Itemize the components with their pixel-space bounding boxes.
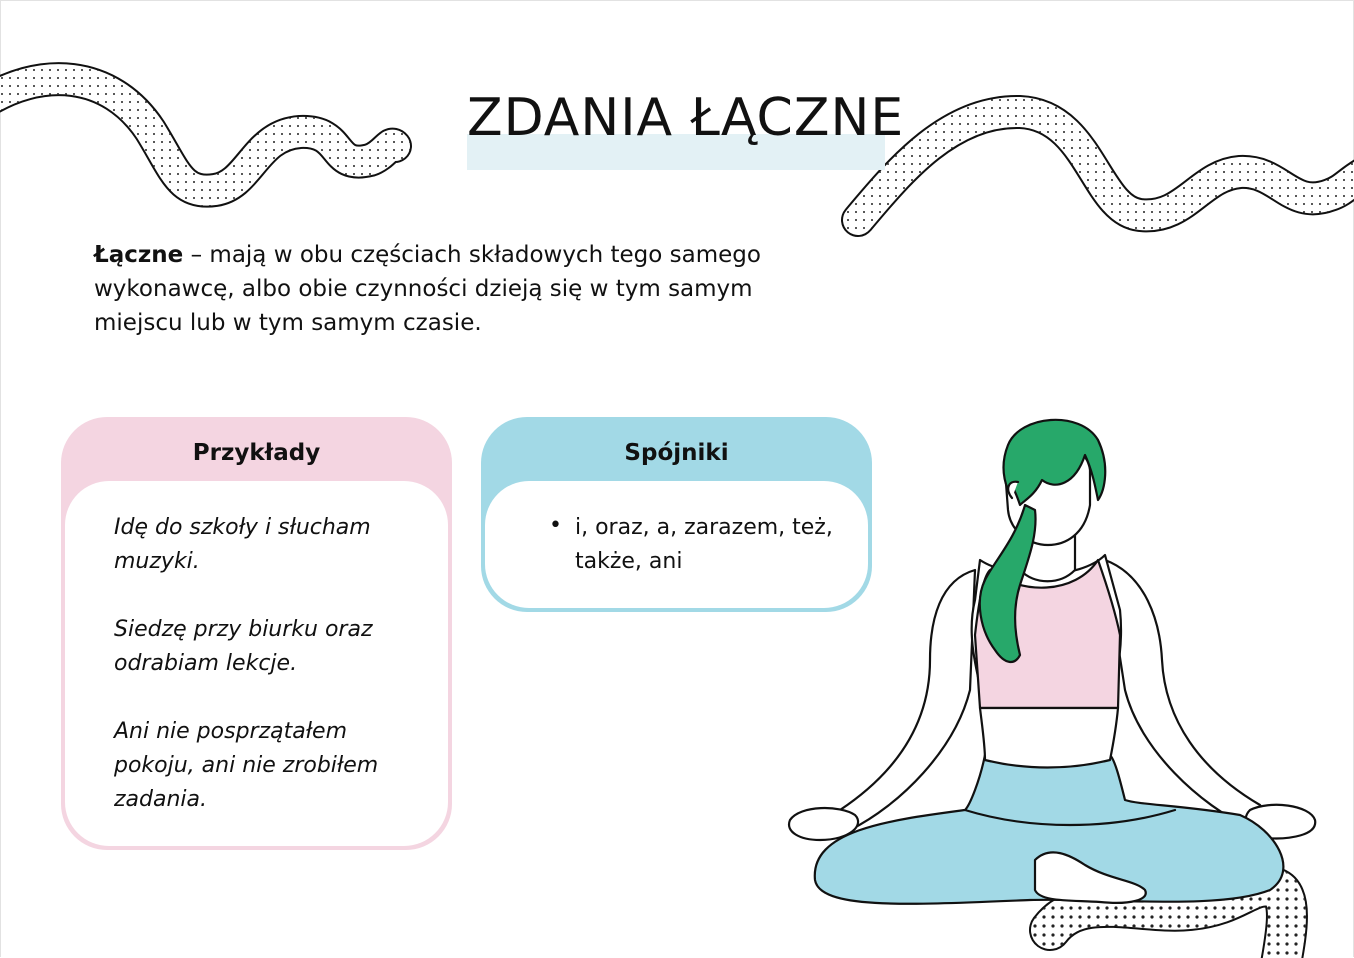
title-block (467, 88, 905, 172)
examples-card (61, 417, 452, 850)
example-sentence: Idę do szkoły i słucham muzyki. (114, 515, 371, 574)
conjunctions-list: i, oraz, a, zarazem, też, także, ani (575, 515, 833, 574)
right-squiggle-decoration (830, 90, 1354, 250)
bullet-icon: • (549, 513, 562, 538)
definition-text: – mają w obu częściach składowych tego samego wykonawcę, albo obie czynności dzieją się w tym samym miejscu lub w tym samym czasie. (94, 242, 761, 336)
page-title: ZDANIA ŁĄCZNE (467, 88, 905, 148)
woman-meditating-illustration (780, 410, 1340, 958)
example-sentence: Ani nie posprzątałem pokoju, ani nie zrobiłem zadania. (114, 719, 379, 812)
examples-heading: Przykłady (192, 440, 321, 466)
definition-term: Łączne (94, 242, 184, 268)
example-sentence: Siedzę przy biurku oraz odrabiam lekcje. (114, 617, 373, 676)
conjunctions-heading: Spójniki (624, 440, 729, 466)
examples-body (65, 481, 448, 846)
left-squiggle-decoration (0, 60, 420, 230)
definition-paragraph (94, 238, 794, 340)
